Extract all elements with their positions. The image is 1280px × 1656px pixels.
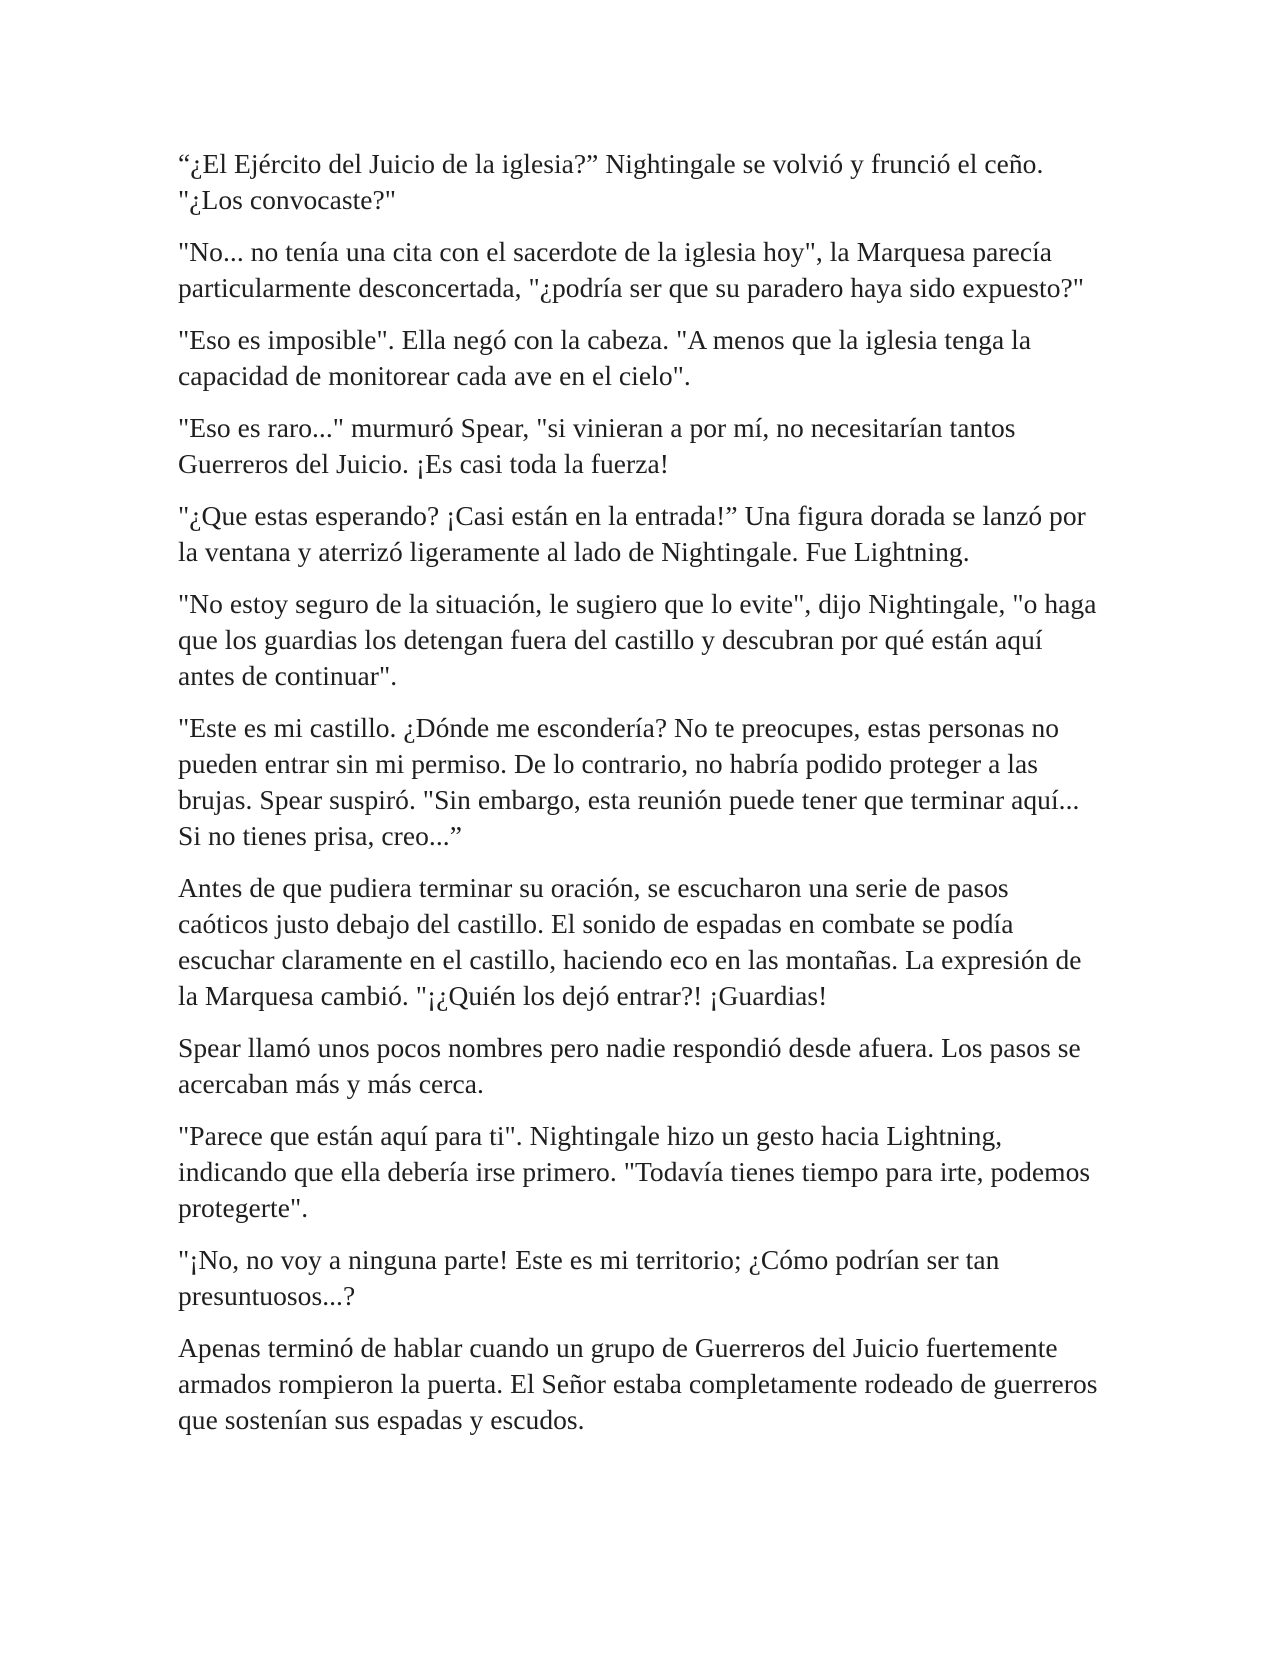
paragraph: Antes de que pudiera terminar su oración, se escucharon una serie de pasos caóticos justo debajo del castillo. El sonido de espadas en combate se podía escuchar claramente en el castillo, haciendo eco en las montañas. La expresión de la Marquesa cambió. "¡¿Quién los dejó entrar?! ¡Guardias! [178, 872, 1082, 1011]
paragraph: "Eso es raro..." murmuró Spear, "si vinieran a por mí, no necesitarían tantos Guerreros del Juicio. ¡Es casi toda la fuerza! [178, 412, 1016, 479]
paragraph: “¿El Ejército del Juicio de la iglesia?” Nightingale se volvió y frunció el ceño. "¿Los convocaste?" [178, 148, 1044, 215]
paragraph: "Eso es imposible". Ella negó con la cabeza. "A menos que la iglesia tenga la capacidad de monitorear cada ave en el cielo". [178, 324, 1032, 391]
paragraph: "No estoy seguro de la situación, le sugiero que lo evite", dijo Nightingale, "o haga que los guardias los detengan fuera del castillo y descubran por qué están aquí antes de continuar". [178, 588, 1097, 691]
paragraph: "No... no tenía una cita con el sacerdote de la iglesia hoy", la Marquesa parecía particularmente desconcertada, "¿podría ser que su paradero haya sido expuesto?" [178, 236, 1085, 303]
paragraph: "Este es mi castillo. ¿Dónde me escondería? No te preocupes, estas personas no pueden entrar sin mi permiso. De lo contrario, no habría podido proteger a las brujas. Spear suspiró. "Sin embargo, esta reunión puede tener que terminar aquí... Si no tienes prisa, creo...” [178, 712, 1080, 851]
paragraph: "Parece que están aquí para ti". Nightingale hizo un gesto hacia Lightning, indicando que ella debería irse primero. "Todavía tienes tiempo para irte, podemos protegerte". [178, 1120, 1091, 1223]
paragraph: Spear llamó unos pocos nombres pero nadie respondió desde afuera. Los pasos se acercaban más y más cerca. [178, 1032, 1081, 1099]
paragraph: Apenas terminó de hablar cuando un grupo de Guerreros del Juicio fuertemente armados rompieron la puerta. El Señor estaba completamente rodeado de guerreros que sostenían sus espadas y escudos. [178, 1332, 1098, 1435]
paragraph: "¡No, no voy a ninguna parte! Este es mi territorio; ¿Cómo podrían ser tan presuntuosos...? [178, 1244, 1000, 1311]
document-body [178, 146, 1103, 1454]
paragraph: "¿Que estas esperando? ¡Casi están en la entrada!” Una figura dorada se lanzó por la ventana y aterrizó ligeramente al lado de Nightingale. Fue Lightning. [178, 500, 1086, 567]
